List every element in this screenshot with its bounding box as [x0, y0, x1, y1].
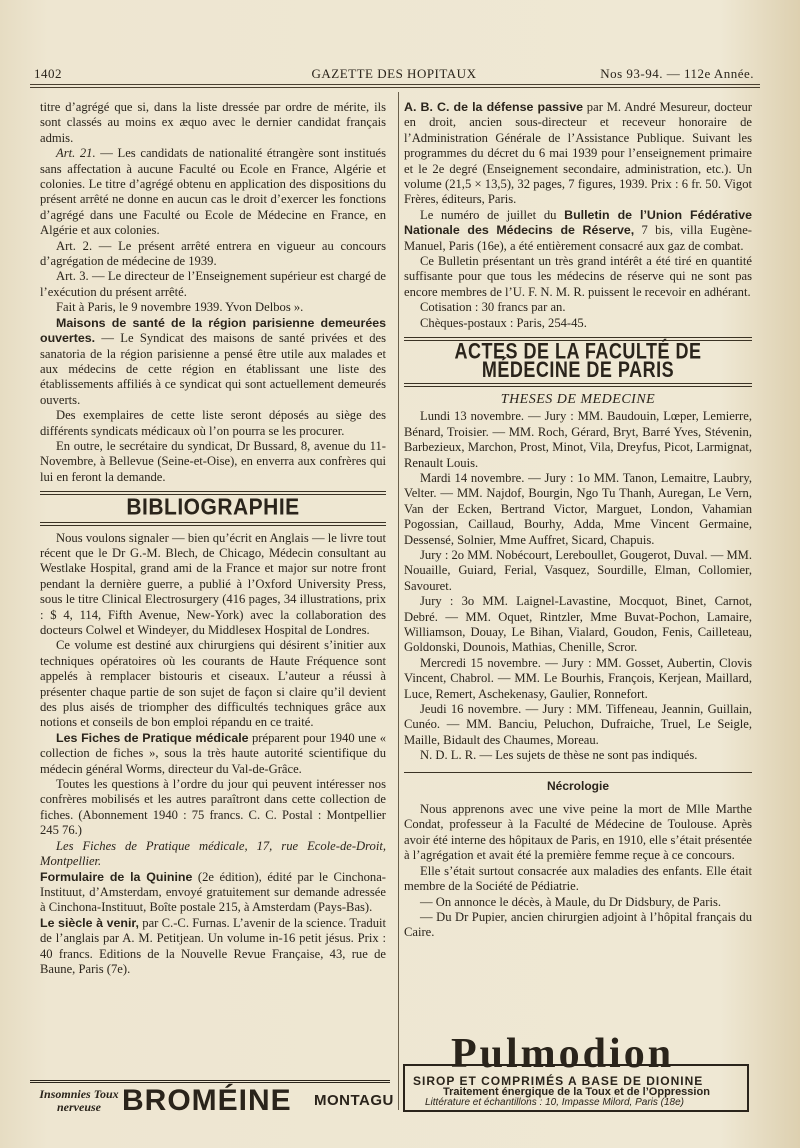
ad-maker: MONTAGU: [314, 1092, 394, 1109]
ad-brand: Pulmodion: [451, 1031, 675, 1077]
article-label: Art. 21.: [56, 146, 96, 161]
item-title: Les Fiches de Pratique médicale: [56, 730, 249, 745]
item-text: par C.-C. Furnas. L’avenir de la science. Traduit de l’anglais par A. M. Petitjean. Un volume in-16 petit jésus. Prix : 40 francs. Editions de la Nouvelle Revue Française, 43, rue de Baune, Paris (7e).: [40, 915, 386, 976]
paragraph: [40, 731, 386, 777]
item-title: A. B. C. de la défense passive: [404, 100, 583, 114]
paragraph: Mercredi 15 novembre. — Jury : MM. Gosset, Aubertin, Clovis Vincent, Chabrol. — MM. Le Bourhis, François, Kerjean, Maillard, Luce, Remert, Aschekenasy, Gaulier, Ronnefort.: [404, 655, 752, 701]
paragraph: [404, 100, 752, 208]
paragraph: [40, 870, 386, 916]
paragraph: [40, 839, 386, 870]
ad-line: Traitement énergique de la Toux et de l’Oppression: [443, 1086, 710, 1098]
paragraph: Nous apprenons avec une vive peine la mort de Mlle Marthe Condat, professeur à la Faculté de Médecine de Toulouse. Après avoir été interne des hôpitaux de Paris, en 1910, elle s’était présentée à l’agrégation et avait été la première femme reçue à ce concours.: [404, 802, 752, 863]
ad-rule: [30, 1080, 390, 1083]
right-column: [404, 100, 752, 941]
paragraph: Toutes les questions à l’ordre du jour qui peuvent intéresser nos confrères mobilisés et les autres paraîtront dans cette collection de fiches. (Abonnement 1940 : 75 francs. C. C. Postal : Montpellier 245 76.): [40, 777, 386, 838]
page-number: 1402: [34, 66, 62, 81]
paragraph: — On annonce le décès, à Maule, du Dr Didsbury, de Paris.: [420, 894, 722, 909]
paragraph: Jeudi 16 novembre. — Jury : MM. Tiffeneau, Jeannin, Guillain, Cunéo. — MM. Banciu, Peluchon, Dufraiche, Truel, Le Seigle, Maille, Bidault des Chaumes, Moreau.: [404, 702, 752, 747]
paragraph: Chèques-postaux : Paris, 254-45.: [420, 315, 587, 330]
paragraph: Des exemplaires de cette liste seront déposés au siège des différents syndicats médicaux où l’on pourra se les procurer.: [40, 408, 386, 438]
article-text: — Les candidats de nationalité étrangère sont institués sans affectation à aucune Faculté ou Ecole en France, Algérie et colonies. Le titre d’agrégé obtenu en application des dispositions du présent arrêté ne donne en aucun cas le droit d’exercer les fonctions d’agrégé dans une Faculté ou Ecole de Médecine en France, en Algérie et aux colonies.: [40, 146, 386, 238]
ad-line: Littérature et échantillons : 10, Impasse Milord, Paris (18e): [425, 1097, 685, 1108]
paragraph: Nous voulons signaler — bien qu’écrit en Anglais — le livre tout récent que le Dr G.-M. Blech, de Chicago, Médecin consultant au Westlake Hospital, grand ami de la France et major sur notre front pendant la dernière guerre, a publié à l’Oxford University Press, sous le titre Clinical Electrosurgery (416 pages, 34 illustrations, prix : $ 4, 114, Fifth Avenue, New-York) avec la collaboration des docteurs Colwel et Windeyer, du Middlesex Hospital de Londres.: [40, 530, 386, 637]
paragraph: Lundi 13 novembre. — Jury : MM. Baudouin, Lœper, Lemierre, Bénard, Troisier. — MM. Roch, Gérard, Bryt, Barré Yves, Stévenin, Barbezieux, Marchon, Prost, Minot, Vila, Dreyfus, Picot, Larmignat, Renault Louis.: [404, 409, 752, 470]
issue-info: Nos 93-94. — 112e Année.: [600, 66, 754, 81]
signature-line: Fait à Paris, le 9 novembre 1939. Yvon Delbos ».: [56, 300, 304, 315]
paragraph: Art. 3. — Le directeur de l’Enseignement supérieur est chargé de l’exécution du présent arrêté.: [40, 269, 386, 299]
item-text: Le numéro de juillet du: [420, 207, 565, 222]
publisher-line: Les Fiches de Pratique médicale, 17, rue Ecole-de-Droit, Montpellier.: [40, 838, 386, 869]
paragraph: Cotisation : 30 francs par an.: [420, 300, 566, 315]
paragraph: Art. 2. — Le présent arrêté entrera en vigueur au concours d’agrégation de médecine de 1939.: [40, 238, 386, 269]
item-text: 7 bis, villa Eugène-Manuel, Paris (16e), a été entièrement consacré aux gaz de combat.: [404, 223, 752, 253]
ad-line: SIROP ET COMPRIMÉS A BASE DE DIONINE: [413, 1074, 704, 1088]
paragraph: [40, 916, 386, 978]
paragraph: N. D. L. R. — Les sujets de thèse ne sont pas indiqués.: [420, 748, 698, 763]
paragraph: [404, 208, 752, 254]
header-rule-2: [30, 87, 760, 88]
item-title: Formulaire de la Quinine: [40, 869, 193, 884]
item-text: par M. André Mesureur, docteur en droit, ancien sous-directeur et receveur honoraire de l’Administration Générale de l’Assistance Publique. Suivant les programmes du décret du 6 mai 1939 pour l’enseignement primaire et le 2e degré (Enseignement secondaire, administration, etc.). Un volume (21,5 × 13,5), 32 pages, 7 figures, 1939. Prix : 6 fr. 50. Vigot Frères, éditeurs, Paris.: [404, 100, 752, 207]
paragraph: Jury : 3o MM. Laignel-Lavastine, Mocquot, Binet, Carnot, Debré. — MM. Oquet, Rintzler, Mme Buvat-Pochon, Lamaire, Williamson, Douay, Le Bihan, Vialard, Goudon, Fenis, Cailleteau, Goldonski, Dounois, Mathias, Chenille, Scror.: [404, 594, 752, 655]
header-rule: [30, 84, 760, 85]
paragraph: Jury : 2o MM. Nobécourt, Lereboullet, Gougerot, Duval. — MM. Nouaille, Guiard, Ferial, Vasquez, Sourdille, Elman, Collomier, Savouret.: [404, 547, 752, 593]
section-rule: [404, 383, 752, 387]
ad-tagline: Insomnies Toux nerveuse: [39, 1087, 119, 1114]
paragraph: titre d’agrégé que si, dans la liste dressée par ordre de mérite, ils sont classés au moins ex æquo avec le dernier candidat français admis.: [40, 100, 386, 145]
bromeine-advertisement: [38, 1084, 394, 1124]
publication-title: GAZETTE DES HOPITAUX: [311, 66, 477, 81]
column-divider: [398, 92, 399, 1110]
item-title: Bulletin de l’Union Fédérative Nationale des Médecins de Réserve,: [404, 207, 752, 238]
ad-brand: BROMÉINE: [122, 1084, 292, 1117]
paragraph: Ce volume est destiné aux chirurgiens qui désirent s’initier aux techniques opératoires où les courants de Haute Fréquence sont appelés à remplacer bistouris et ciseaux. L’auteur a réussi à présenter chaque partie de son sujet de façon si claire qu’il devient des plus aisés de triompher des difficultés techniques grâce aux notions et conseils de bon emploi répandu en ce traité.: [40, 638, 386, 730]
paragraph: En outre, le secrétaire du syndicat, Dr Bussard, 8, avenue du 11-Novembre, à Bellevue (Seine-et-Oise), en enverra aux confrères qui lui en feront la demande.: [40, 438, 386, 484]
section-rule: [40, 522, 386, 526]
item-title: Le siècle à venir,: [40, 915, 139, 930]
item-title: Maisons de santé de la région parisienne demeurées ouvertes.: [40, 315, 386, 346]
paragraph: — Du Dr Pupier, ancien chirurgien adjoint à l’hôpital français du Caire.: [404, 909, 752, 940]
section-rule: [404, 772, 752, 773]
paragraph: [40, 316, 386, 408]
section-title-bibliographie: BIBLIOGRAPHIE: [126, 494, 300, 521]
item-text: — Le Syndicat des maisons de santé privées et des sanatoria de la région parisienne a pensé être utile aux malades et aux médecins de cette région en établissant une liste des établissements affiliés à ce syndicat qui sont actuellement demeurés ouverts.: [40, 331, 386, 407]
pulmodion-advertisement: [403, 1031, 751, 1110]
item-text: préparent pour 1940 une « collection de fiches », sous la très haute autorité scientifique du médecin général Worms, directeur du Val-de-Grâce.: [40, 730, 386, 776]
paragraph: Elle s’était surtout consacrée aux maladies des enfants. Elle était membre de la Société de Pédiatrie.: [404, 863, 752, 894]
subsection-title-theses: THESES DE MEDECINE: [500, 391, 656, 407]
section-title-necrologie: Nécrologie: [546, 778, 609, 793]
paragraph: [40, 146, 386, 238]
section-title-actes: ACTES DE LA FACULTÉ DE MÉDECINE DE PARIS: [454, 338, 702, 383]
paragraph: Mardi 14 novembre. — Jury : 1o MM. Tanon, Lemaitre, Laubry, Velter. — MM. Najdof, Bourgin, Ngo Tu Thanh, Auregan, Le Vern, Van der Ecken, Bertrand Victor, Marguet, London, Vahamian Pogossian, Caillaud, Bourhy, Adda, Mme Vincent Germaine, Dessensé, Solnier, Mme Auffret, Sicard, Chapuis.: [404, 470, 752, 547]
paragraph: Ce Bulletin présentant un très grand intérêt a été tiré en quantité suffisante pour que tous les médecins de réserve qui ne sont pas encore membres de l’U. F. N. M. R. puissent le recevoir en adhérant.: [404, 254, 752, 299]
left-column: [40, 100, 386, 977]
item-text: (2e édition), édité par le Cinchona-Instituut, d’Amsterdam, envoyé gratuitement sur demande adressée à Cinchona-Instituut, Boîte postale 215, à Amsterdam (Pays-Bas).: [40, 869, 386, 915]
page-header: [34, 66, 754, 86]
